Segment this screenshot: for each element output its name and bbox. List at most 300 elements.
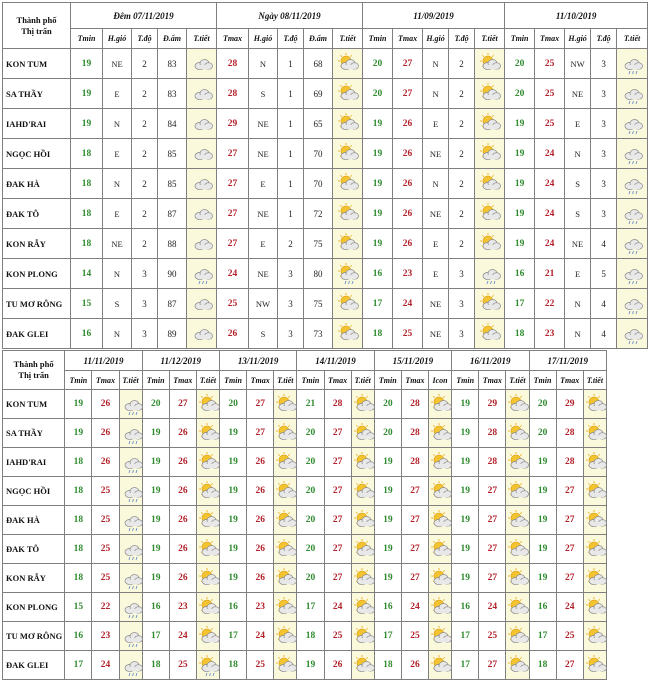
weather-cell [583,535,606,564]
sun-cloud-icon [336,292,360,315]
tmax-value: 26 [393,229,423,259]
humidity: 88 [158,229,187,259]
weather-cell [196,535,219,564]
weather-cell [475,169,505,199]
sun-cloud-icon [352,567,376,590]
city-name: TU MƠ RÔNG [3,622,65,651]
city-name: ĐAK HÀ [3,169,71,199]
weather-cell [617,139,648,169]
sun-cloud-icon [478,322,502,345]
tmax-value: 28 [556,448,583,477]
city-name: TU MƠ RÔNG [3,289,71,319]
sun-cloud-icon [336,232,360,255]
tmin-value: 19 [142,419,169,448]
column-header: Tmin [71,29,103,49]
weather-cell [274,535,297,564]
weather-cell [187,79,217,109]
table-row [3,564,607,593]
wind-speed: 1 [278,109,304,139]
tmax-value: 27 [556,651,583,680]
sun-cloud-icon [197,596,221,619]
sun-cloud-icon [274,567,298,590]
wind-speed: 3 [132,289,158,319]
column-header: Đ.ẩm [304,29,333,49]
date-header: 11/12/2019 [142,351,219,371]
weather-cell [475,289,505,319]
rain-cloud-icon [190,262,214,285]
tmin-value: 19 [71,49,103,79]
tmin-value: 18 [297,622,324,651]
tmax-value: 27 [556,535,583,564]
wind-speed: 2 [449,139,475,169]
city-header-line-2: Thị trấn [21,25,52,36]
tmin-value: 19 [71,109,103,139]
column-header: T.độ [278,29,304,49]
weather-cell [351,448,374,477]
humidity: 68 [304,49,333,79]
table-row [3,319,648,349]
tmin-value: 18 [363,319,393,349]
tmin-value: 20 [297,477,324,506]
tmin-value: 19 [452,506,479,535]
wind-direction: E [249,229,278,259]
table-row [3,109,648,139]
rain-cloud-icon [120,567,144,590]
sun-cloud-icon [429,625,453,648]
tmax-value: 28 [401,448,428,477]
column-header: T.tiết [583,371,606,390]
wind-direction: NE [423,289,449,319]
weather-cell [429,419,452,448]
sun-cloud-icon [352,625,376,648]
sun-cloud-icon [197,567,221,590]
sun-cloud-icon [478,172,502,195]
sun-cloud-icon [584,480,608,503]
tmin-value: 19 [452,564,479,593]
weather-cell [333,229,363,259]
tmin-value: 16 [220,593,247,622]
rain-cloud-icon [620,82,644,105]
humidity: 90 [158,259,187,289]
wind-direction: N [103,109,132,139]
sun-cloud-icon [352,422,376,445]
wind-speed: 2 [132,79,158,109]
weather-cell [274,448,297,477]
tmin-value: 16 [363,259,393,289]
sun-cloud-icon [336,82,360,105]
tmin-value: 19 [374,564,401,593]
column-header: Tmax [393,29,423,49]
sun-cloud-icon [274,451,298,474]
sun-cloud-icon [506,625,530,648]
tmax-value: 28 [401,390,428,419]
weather-cell [196,390,219,419]
tmax-value: 27 [324,419,351,448]
tmax-value: 27 [479,477,506,506]
tmax-value: 24 [535,169,565,199]
rain-cloud-icon [120,538,144,561]
sun-rain-icon [197,654,221,677]
weather-cell [187,199,217,229]
tmin-value: 17 [505,289,535,319]
weather-cell [274,477,297,506]
tmin-value: 19 [297,651,324,680]
wind-speed: 2 [449,109,475,139]
tmax-value: 27 [247,390,274,419]
weather-cell [333,259,363,289]
weather-cell [187,49,217,79]
weather-cell [506,506,529,535]
table-row [3,622,607,651]
column-header: Tmin [452,371,479,390]
weather-cell [475,319,505,349]
tmin-value: 16 [65,622,92,651]
wind-direction: NE [249,259,278,289]
tmin-value: 17 [374,622,401,651]
weather-cell [196,622,219,651]
table-row [3,419,607,448]
tmin-value: 19 [452,535,479,564]
wind-speed: 2 [449,169,475,199]
rain-cloud-icon [620,142,644,165]
wind-direction: N [565,289,591,319]
weather-cell [617,319,648,349]
city-name: KON TUM [3,390,65,419]
forecast-table-week [2,350,607,680]
sun-cloud-icon [584,596,608,619]
column-header: T.tiết [274,371,297,390]
wind-direction: N [423,169,449,199]
sun-cloud-icon [429,654,453,677]
table-row [3,79,648,109]
sun-cloud-icon [274,625,298,648]
tmax-value: 24 [247,622,274,651]
tmin-value: 16 [374,593,401,622]
weather-cell [506,477,529,506]
tmin-value: 18 [505,319,535,349]
tmax-value: 27 [324,564,351,593]
wind-direction: NE [249,139,278,169]
tmin-value: 20 [505,79,535,109]
tmin-value: 18 [71,169,103,199]
tmin-value: 18 [374,651,401,680]
tmin-value: 19 [452,390,479,419]
wind-direction: S [103,289,132,319]
table-row [3,651,607,680]
sun-cloud-icon [352,451,376,474]
cloud-icon [190,82,214,105]
city-name: ĐAK GLEI [3,319,71,349]
tmax-value: 29 [217,109,249,139]
wind-speed: 2 [449,79,475,109]
humidity: 89 [158,319,187,349]
city-name: ĐAK TÔ [3,199,71,229]
sun-cloud-icon [336,202,360,225]
tmax-value: 24 [324,593,351,622]
table-row [3,390,607,419]
wind-speed: 5 [591,259,617,289]
weather-cell [617,109,648,139]
tmax-value: 26 [247,535,274,564]
sun-cloud-icon [584,654,608,677]
sun-cloud-icon [352,596,376,619]
tmax-value: 27 [556,506,583,535]
weather-cell [617,169,648,199]
tmin-value: 19 [374,535,401,564]
column-header: T.tiết [333,29,363,49]
sun-cloud-icon [429,422,453,445]
date-header: 13/11/2019 [220,351,297,371]
humidity: 70 [304,169,333,199]
tmax-value: 27 [401,477,428,506]
rain-cloud-icon [620,52,644,75]
tmax-value: 23 [169,593,196,622]
sun-cloud-icon [584,625,608,648]
sun-cloud-icon [429,509,453,532]
wind-direction: E [423,229,449,259]
tmax-value: 26 [393,169,423,199]
rain-cloud-icon [120,480,144,503]
sun-cloud-icon [352,654,376,677]
tmin-value: 18 [65,477,92,506]
tmin-value: 17 [452,622,479,651]
weather-cell [475,49,505,79]
tmin-value: 20 [220,390,247,419]
tmax-value: 23 [535,319,565,349]
column-header: H.gió [249,29,278,49]
sun-cloud-icon [274,654,298,677]
weather-cell [119,535,142,564]
wind-direction: NE [423,319,449,349]
weather-cell [583,622,606,651]
tmax-value: 27 [324,506,351,535]
sun-cloud-icon [584,509,608,532]
humidity: 87 [158,199,187,229]
table-row [3,229,648,259]
wind-speed: 3 [449,319,475,349]
column-header: Tmin [363,29,393,49]
tmax-value: 26 [92,390,119,419]
wind-speed: 2 [132,139,158,169]
tmax-value: 21 [535,259,565,289]
wind-speed: 3 [278,289,304,319]
weather-cell [429,593,452,622]
tmin-value: 18 [65,564,92,593]
sun-cloud-icon [197,422,221,445]
weather-cell [187,319,217,349]
column-header: Tmax [217,29,249,49]
sun-cloud-icon [197,480,221,503]
column-header: Tmax [247,371,274,390]
tmax-value: 27 [217,199,249,229]
weather-cell [119,477,142,506]
sun-cloud-icon [274,538,298,561]
wind-speed: 1 [278,169,304,199]
tmin-value: 19 [142,506,169,535]
sun-cloud-icon [478,142,502,165]
tmin-value: 18 [71,199,103,229]
tmax-value: 26 [169,506,196,535]
column-header: Đ.ẩm [158,29,187,49]
weather-cell [351,506,374,535]
sun-cloud-icon [352,480,376,503]
tmin-value: 20 [297,419,324,448]
weather-cell [583,477,606,506]
city-name: KON RẪY [3,229,71,259]
tmin-value: 19 [142,477,169,506]
tmax-value: 25 [479,622,506,651]
tmin-value: 19 [529,535,556,564]
wind-direction: NE [103,49,132,79]
wind-speed: 1 [278,49,304,79]
wind-direction: E [103,79,132,109]
weather-cell [583,448,606,477]
weather-cell [274,593,297,622]
date-header: Ngày 08/11/2019 [217,3,363,29]
weather-cell [333,199,363,229]
rain-cloud-icon [120,393,144,416]
tmax-value: 27 [217,139,249,169]
rain-cloud-icon [620,322,644,345]
tmin-value: 19 [505,199,535,229]
tmax-value: 25 [247,651,274,680]
sun-cloud-icon [274,509,298,532]
tmax-value: 26 [169,535,196,564]
tmax-value: 27 [217,229,249,259]
humidity: 70 [304,139,333,169]
weather-cell [583,593,606,622]
city-name: IAHD'RAI [3,109,71,139]
wind-speed: 3 [591,109,617,139]
wind-speed: 1 [278,199,304,229]
tmax-value: 26 [247,448,274,477]
tmin-value: 19 [363,109,393,139]
column-header: T.tiết [187,29,217,49]
column-header: Tmax [92,371,119,390]
humidity: 85 [158,169,187,199]
weather-cell [333,169,363,199]
wind-direction: E [565,259,591,289]
wind-speed: 3 [591,169,617,199]
city-header-line-2: Thị trấn [18,370,49,380]
table-row [3,506,607,535]
weather-cell [333,109,363,139]
tmin-value: 18 [65,506,92,535]
tmax-value: 24 [393,289,423,319]
wind-direction: S [565,199,591,229]
rain-cloud-icon [120,509,144,532]
tmin-value: 20 [142,390,169,419]
sun-cloud-icon [506,480,530,503]
tmax-value: 26 [401,651,428,680]
column-header: Tmin [65,371,92,390]
sun-cloud-icon [478,292,502,315]
weather-cell [333,49,363,79]
wind-direction: E [103,199,132,229]
weather-cell [506,593,529,622]
wind-speed: 3 [132,319,158,349]
date-header: 11/09/2019 [363,3,505,29]
humidity: 72 [304,199,333,229]
weather-cell [429,535,452,564]
sun-cloud-icon [506,509,530,532]
tmin-value: 19 [529,506,556,535]
weather-cell [274,506,297,535]
humidity: 75 [304,229,333,259]
weather-cell [274,564,297,593]
tmax-value: 24 [401,593,428,622]
weather-cell [506,535,529,564]
weather-cell [429,506,452,535]
weather-cell [583,564,606,593]
tmax-value: 26 [247,564,274,593]
wind-speed: 3 [278,259,304,289]
tmin-value: 19 [452,448,479,477]
tmax-value: 23 [92,622,119,651]
sun-cloud-icon [478,112,502,135]
weather-cell [119,564,142,593]
tmin-value: 20 [297,564,324,593]
tmax-value: 28 [217,49,249,79]
wind-direction: NE [423,139,449,169]
cloud-icon [190,52,214,75]
city-name: ĐAK HÀ [3,506,65,535]
tmax-value: 28 [479,448,506,477]
tmax-value: 26 [247,506,274,535]
tmin-value: 19 [142,564,169,593]
tmax-value: 27 [401,564,428,593]
tmin-value: 19 [220,506,247,535]
date-header: 16/11/2019 [452,351,529,371]
tmax-value: 27 [479,651,506,680]
sun-cloud-icon [506,422,530,445]
tmin-value: 19 [452,419,479,448]
tmax-value: 27 [169,390,196,419]
tmax-value: 26 [169,419,196,448]
tmax-value: 25 [92,506,119,535]
tmax-value: 26 [92,448,119,477]
sun-cloud-icon [584,393,608,416]
wind-direction: NE [565,79,591,109]
tmax-value: 25 [92,535,119,564]
sun-cloud-icon [336,142,360,165]
tmax-value: 25 [556,622,583,651]
rain-cloud-icon [120,654,144,677]
weather-cell [333,319,363,349]
tmax-value: 27 [393,49,423,79]
wind-speed: 3 [278,319,304,349]
sun-cloud-icon [429,480,453,503]
tmin-value: 20 [363,79,393,109]
tmin-value: 16 [142,593,169,622]
tmax-value: 25 [393,319,423,349]
tmax-value: 27 [324,448,351,477]
tmin-value: 19 [505,139,535,169]
column-header: Icon [429,371,452,390]
weather-cell [351,651,374,680]
wind-direction: NE [423,199,449,229]
sun-cloud-icon [584,422,608,445]
tmax-value: 27 [324,477,351,506]
weather-cell [119,622,142,651]
tmax-value: 26 [393,109,423,139]
column-header: H.gió [565,29,591,49]
table-row [3,477,607,506]
wind-speed: 2 [132,169,158,199]
tmax-value: 27 [479,535,506,564]
humidity: 75 [304,289,333,319]
sun-cloud-icon [506,451,530,474]
